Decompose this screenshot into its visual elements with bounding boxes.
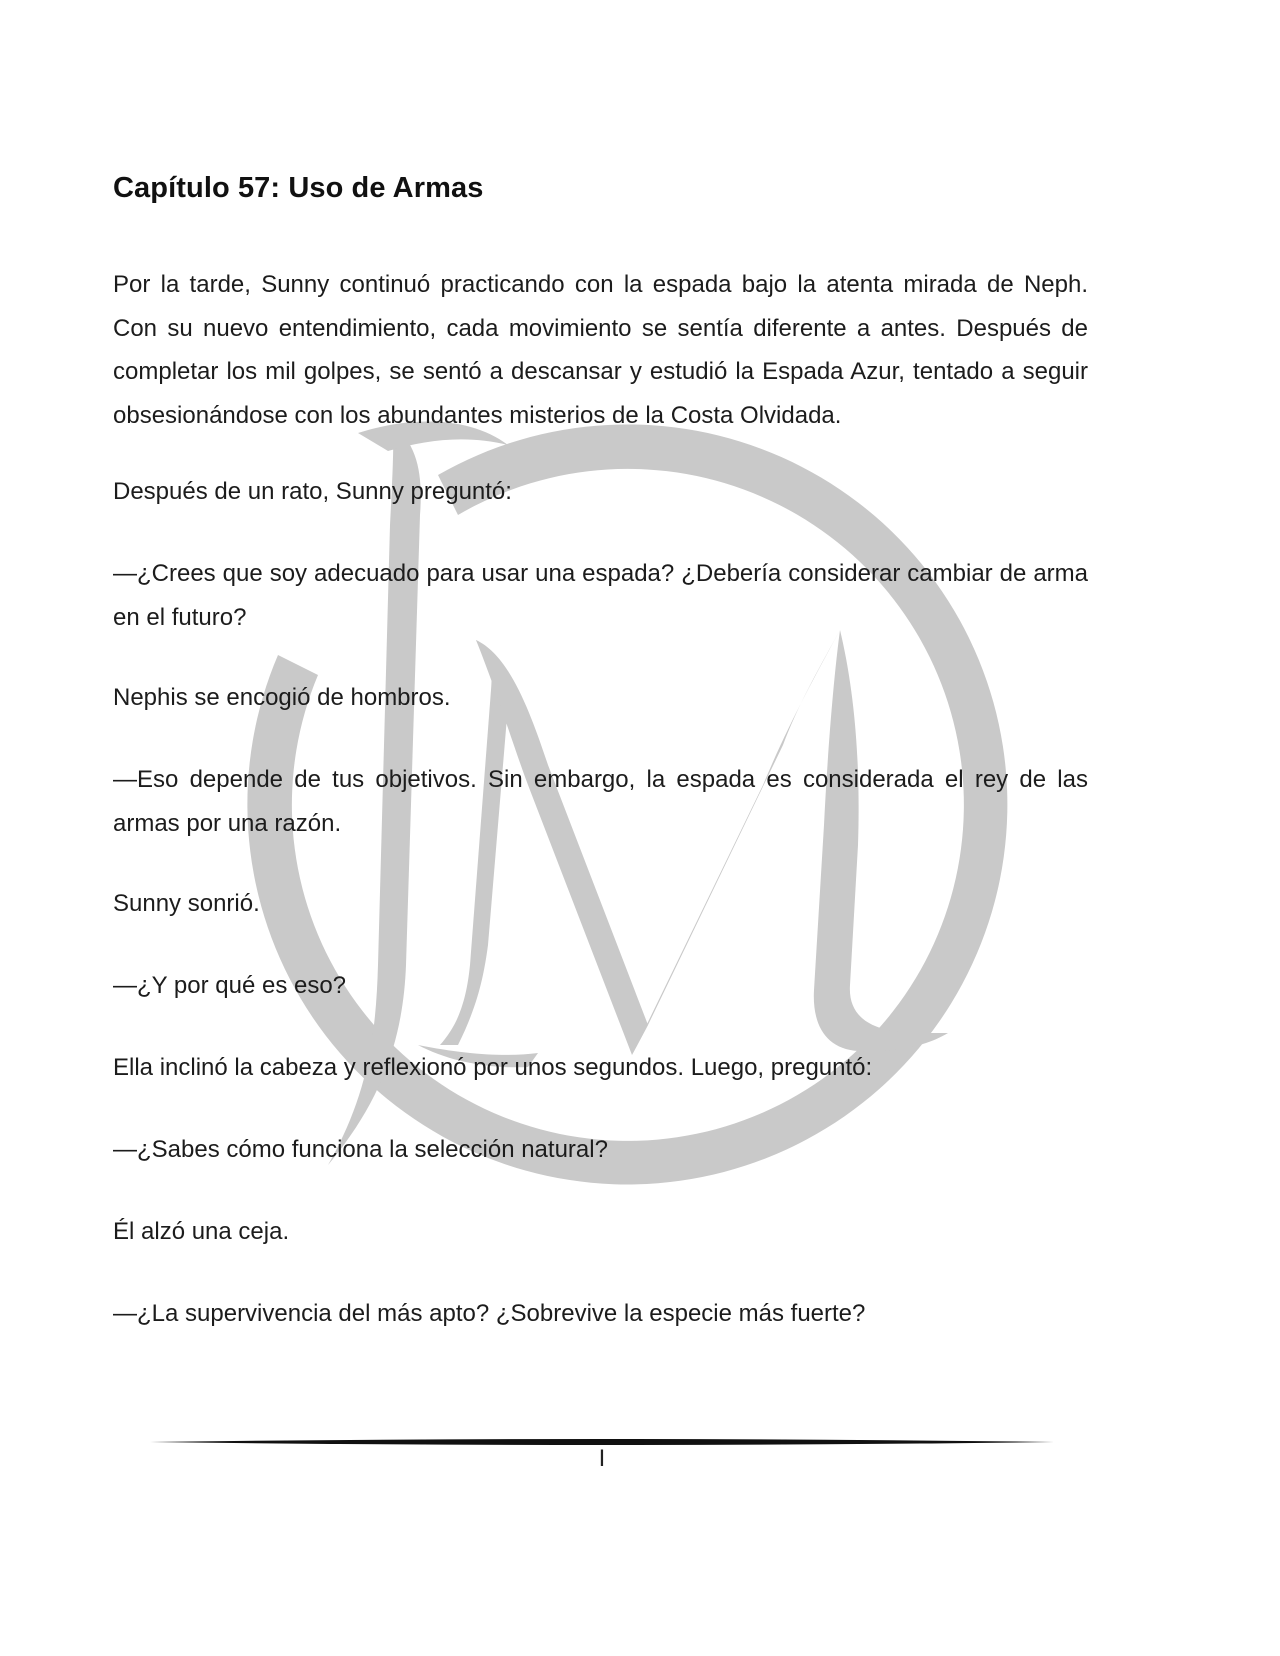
paragraph: Ella inclinó la cabeza y reflexionó por unos segundos. Luego, preguntó: (113, 1054, 873, 1081)
paragraph: —¿Y por qué es eso? (113, 972, 347, 999)
page-number: I (598, 1445, 606, 1472)
paragraph: Él alzó una ceja. (113, 1218, 290, 1245)
paragraph: —¿Crees que soy adecuado para usar una espada? ¿Debería considerar cambiar de arma en el futuro? (113, 560, 1088, 631)
paragraph: —Eso depende de tus objetivos. Sin embargo, la espada es considerada el rey de las armas por una razón. (113, 766, 1088, 837)
chapter-title: Capítulo 57: Uso de Armas (113, 172, 484, 204)
paragraph: —¿Sabes cómo funciona la selección natural? (113, 1136, 608, 1163)
paragraph: Nephis se encogió de hombros. (113, 684, 451, 711)
paragraph: Sunny sonrió. (113, 890, 260, 917)
paragraph: Por la tarde, Sunny continuó practicando con la espada bajo la atenta mirada de Neph. Con su nuevo entendimiento, cada movimiento se sentía diferente a antes. Después de completar los mil golpes, se sentó a descansar y estudió la Espada Azur, tentado a seguir obsesionándose con los abundantes misterios de la Costa Olvidada. (113, 271, 1088, 429)
paragraph: Después de un rato, Sunny preguntó: (113, 478, 512, 505)
paragraph: —¿La supervivencia del más apto? ¿Sobrevive la especie más fuerte? (113, 1300, 866, 1327)
